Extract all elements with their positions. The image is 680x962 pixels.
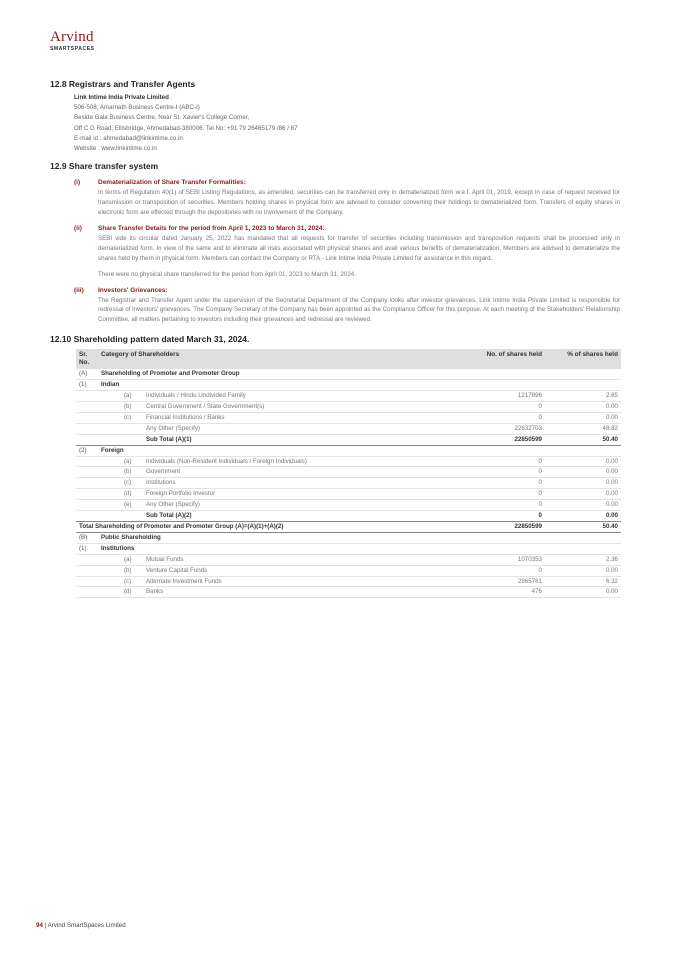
item-paragraph: The Registrar and Transfer Agent under the supervision of the Secretarial Department of the Company looks after investor grievances. Link Intime India Private Limited is responsible for redressal of investors' grievances. The Company Secretary of the Company has been appointed as the Compliance Officer for this purpose. At each meeting of the Stakeholders' Relationship Committee, all matters pertaining to investors including their grievances and redressal are reviewed. — [98, 296, 620, 324]
cell-sr-no — [76, 489, 98, 500]
table-row — [76, 500, 621, 511]
cell-percent — [545, 543, 621, 554]
cell-category-label: Individuals (Non-Resident Individuals / Foreign Individuals) — [146, 457, 307, 465]
table-row — [76, 565, 621, 576]
cell-sub-code: (b) — [124, 403, 132, 410]
cell-category — [98, 423, 461, 434]
cell-sub-code: (c) — [124, 413, 132, 421]
cell-percent — [545, 380, 621, 391]
cell-category — [98, 478, 461, 489]
cell-category — [98, 554, 461, 565]
cell-sr-no: (A) — [76, 369, 98, 379]
cell-category-label: Institutions — [146, 479, 176, 487]
cell-shares: 1217896 — [461, 391, 545, 402]
table-row — [76, 423, 621, 434]
table-row — [76, 532, 621, 543]
item-paragraph: In terms of Regulation 40(1) of SEBI Listing Regulations, as amended, securities can be transferred only in dematerialized form w.e.f. April 01, 2019, except in case of request received for transmission or transposition of securities. Members holding shares in physical form are advised to consider converting their holdings to dematerialized form. Transfers of equity shares in electronic form are effected through the depositories with no involvement of the Company. — [98, 189, 620, 217]
item-heading: Dematerialization of Share Transfer Formalities: — [98, 179, 246, 187]
table-row — [76, 456, 621, 467]
cell-shares: 0 — [461, 511, 545, 522]
shareholding-heading: 12.10 Shareholding pattern dated March 31, 2024. — [50, 334, 250, 345]
cell-category — [98, 587, 461, 598]
cell-category-label: Sub Total (A)(1) — [146, 435, 192, 443]
page-content — [50, 78, 620, 598]
header-percent: % of shares held — [545, 349, 621, 369]
cell-percent: 48.82 — [545, 423, 621, 434]
cell-category — [98, 543, 461, 554]
table-row — [76, 467, 621, 478]
cell-category — [98, 434, 461, 445]
cell-category-label: Central Government / State Government(s) — [146, 403, 265, 410]
cell-category — [98, 565, 461, 576]
cell-sub-code: (a) — [124, 555, 132, 563]
cell-sub-code: (a) — [124, 457, 132, 465]
cell-category-label: Government — [146, 468, 181, 476]
item-paragraph: SEBI vide its circular dated January 25, 2022 has mandated that all requests for transfer of securities including transmission and transposition requests shall be processed only in dematerialized form. In view of the same and to eliminate all risks associated with physical shares and avail various benefits of dematerialization, Members are advised to dematerialize the shares held by them in physical form. Members can contact the Company or RTA - Link Intime India Private Limited for assistance in this regard. — [98, 234, 620, 262]
cell-percent: 0.00 — [545, 456, 621, 467]
share-transfer-item — [50, 178, 620, 218]
cell-sub-code: (b) — [124, 468, 132, 476]
cell-category — [98, 467, 461, 478]
cell-percent — [545, 369, 621, 379]
cell-sr-no — [76, 500, 98, 511]
cell-shares: 0 — [461, 489, 545, 500]
cell-sr-no — [76, 554, 98, 565]
cell-shares — [461, 445, 545, 456]
cell-category — [98, 380, 461, 391]
cell-shares: 22632703 — [461, 423, 545, 434]
cell-sr-no: (B) — [76, 532, 98, 543]
table-header-row — [76, 349, 621, 369]
cell-sub-code: (e) — [124, 501, 132, 509]
cell-category-label: Mutual Funds — [146, 555, 184, 563]
cell-sr-no: (1) — [76, 543, 98, 554]
footer-company: Arvind SmartSpaces Limited — [47, 922, 126, 929]
cell-percent: 0.00 — [545, 500, 621, 511]
page-number: 94 — [36, 922, 43, 929]
cell-shares: 0 — [461, 402, 545, 413]
cell-sub-code: (d) — [124, 490, 132, 498]
cell-sr-no — [76, 565, 98, 576]
cell-sr-no: (1) — [76, 380, 98, 391]
item-number: (ii) — [74, 224, 82, 232]
cell-shares — [461, 543, 545, 554]
cell-sr-no — [76, 576, 98, 587]
cell-category — [76, 521, 461, 532]
cell-category-label: Financial Institutions / Banks — [146, 413, 225, 421]
cell-category-label: Alternate Investment Funds — [146, 577, 222, 585]
cell-category-label: Banks — [146, 588, 164, 596]
cell-sub-code: (c) — [124, 577, 132, 585]
registrar-name: Link Intime India Private Limited — [74, 94, 169, 101]
registrar-heading: 12.8 Registrars and Transfer Agents — [50, 79, 196, 89]
cell-percent: 50.40 — [545, 521, 621, 532]
shareholding-table — [76, 349, 621, 598]
cell-category-label: Any Other (Specify) — [146, 424, 200, 432]
cell-percent: 2.36 — [545, 554, 621, 565]
table-row — [76, 521, 621, 532]
registrar-address-line: Beside Gala Business Centre, Near St. Xavier's College Corner, — [74, 114, 250, 122]
cell-sr-no — [76, 391, 98, 402]
footer-separator: | — [44, 922, 48, 929]
cell-shares — [461, 532, 545, 543]
item-number: (iii) — [74, 286, 84, 294]
item-number: (i) — [74, 179, 81, 187]
cell-category — [98, 500, 461, 511]
cell-category-label: Foreign Portfolio Investor — [146, 490, 216, 498]
cell-category-label: Individuals / Hindu Undivided Family — [146, 392, 246, 400]
table-row — [76, 511, 621, 522]
cell-shares: 0 — [461, 500, 545, 511]
cell-category — [98, 489, 461, 500]
cell-category-label: Venture Capital Funds — [146, 566, 208, 574]
cell-shares: 0 — [461, 412, 545, 423]
cell-category — [98, 445, 461, 456]
table-row — [76, 412, 621, 423]
cell-category-label: Foreign — [101, 446, 124, 454]
cell-category-label: Indian — [101, 381, 120, 389]
cell-percent: 0.00 — [545, 511, 621, 522]
cell-percent: 0.00 — [545, 478, 621, 489]
cell-shares: 0 — [461, 456, 545, 467]
cell-sr-no — [76, 412, 98, 423]
logo-subtitle: SMARTSPACES — [50, 46, 95, 52]
item-heading: Share Transfer Details for the period from April 1, 2023 to March 31, 2024: — [98, 224, 325, 232]
registrar-address-line: Off C G Road, Ellisbridge, Ahmedabad-380006. Tel No: +91 79 26465179 /86 / 87 — [74, 124, 298, 132]
cell-sr-no — [76, 478, 98, 489]
cell-sr-no — [76, 434, 98, 445]
cell-category — [98, 369, 461, 379]
table-row — [76, 380, 621, 391]
cell-percent: 0.00 — [545, 467, 621, 478]
cell-percent: 50.40 — [545, 434, 621, 445]
cell-shares: 22850599 — [461, 521, 545, 532]
cell-sr-no — [76, 587, 98, 598]
cell-sub-code: (b) — [124, 566, 132, 574]
cell-shares: 0 — [461, 565, 545, 576]
table-row — [76, 554, 621, 565]
cell-percent: 0.00 — [545, 412, 621, 423]
cell-sr-no — [76, 423, 98, 434]
cell-sr-no — [76, 456, 98, 467]
table-row — [76, 402, 621, 413]
registrar-address-block — [50, 93, 620, 154]
cell-category — [98, 576, 461, 587]
page-footer — [36, 922, 126, 929]
registrar-email: E-mail id : ahmedabad@linkintime.co.in — [74, 134, 183, 142]
header-category: Category of Shareholders — [98, 349, 461, 369]
cell-shares: 0 — [461, 478, 545, 489]
cell-shares: 0 — [461, 467, 545, 478]
table-row — [76, 489, 621, 500]
cell-category — [98, 412, 461, 423]
share-transfer-heading: 12.9 Share transfer system — [50, 161, 159, 172]
cell-percent — [545, 532, 621, 543]
table-row — [76, 434, 621, 445]
table-row — [76, 445, 621, 456]
cell-category-label: Public Shareholding — [101, 533, 161, 541]
cell-category — [98, 511, 461, 522]
item-heading: Investors' Grievances: — [98, 286, 168, 294]
share-transfer-item — [50, 286, 620, 326]
cell-percent: 6.32 — [545, 576, 621, 587]
cell-sub-code: (d) — [124, 588, 132, 596]
table-body — [76, 369, 621, 598]
cell-percent: 0.00 — [545, 587, 621, 598]
registrar-website: Website : www.linkintime.co.in — [74, 145, 157, 153]
cell-category-label: Total Shareholding of Promoter and Promoter Group (A)=(A)(1)+(A)(2) — [79, 522, 284, 530]
cell-category — [98, 456, 461, 467]
cell-sub-code: (a) — [124, 392, 132, 400]
cell-sub-code: (c) — [124, 479, 132, 487]
cell-percent: 0.00 — [545, 402, 621, 413]
header-shares: No. of shares held — [461, 349, 545, 369]
cell-percent — [545, 445, 621, 456]
cell-shares: 2865781 — [461, 576, 545, 587]
table-row — [76, 391, 621, 402]
cell-category — [98, 532, 461, 543]
share-transfer-item — [50, 224, 620, 280]
cell-category-label: Any Other (Specify) — [146, 501, 200, 509]
cell-category-label: Institutions — [101, 544, 135, 552]
cell-percent: 2.65 — [545, 391, 621, 402]
table-row — [76, 576, 621, 587]
cell-category-label: Sub Total (A)(2) — [146, 512, 192, 520]
cell-shares: 22850599 — [461, 434, 545, 445]
logo-wordmark: Arvind — [50, 29, 94, 45]
cell-shares — [461, 380, 545, 391]
cell-sr-no: (2) — [76, 445, 98, 456]
cell-percent: 0.00 — [545, 489, 621, 500]
cell-shares: 1070353 — [461, 554, 545, 565]
cell-sr-no — [76, 467, 98, 478]
table-row — [76, 587, 621, 598]
cell-category-label: Shareholding of Promoter and Promoter Group — [101, 370, 240, 378]
registrar-address-line: 506-508, Amarnath Business Centre-I (ABC-I) — [74, 104, 200, 112]
cell-sr-no — [76, 402, 98, 413]
cell-category — [98, 391, 461, 402]
cell-sr-no — [76, 511, 98, 522]
table-row — [76, 478, 621, 489]
table-row — [76, 543, 621, 554]
header-sr-no: Sr. No. — [76, 349, 98, 369]
table-row — [76, 369, 621, 379]
cell-shares: 476 — [461, 587, 545, 598]
cell-shares — [461, 369, 545, 379]
cell-percent: 0.00 — [545, 565, 621, 576]
company-logo — [50, 30, 95, 52]
item-paragraph: There were no physical share transferred for the period from April 01, 2023 to March 31, 2024. — [98, 270, 356, 278]
cell-category — [98, 402, 461, 413]
